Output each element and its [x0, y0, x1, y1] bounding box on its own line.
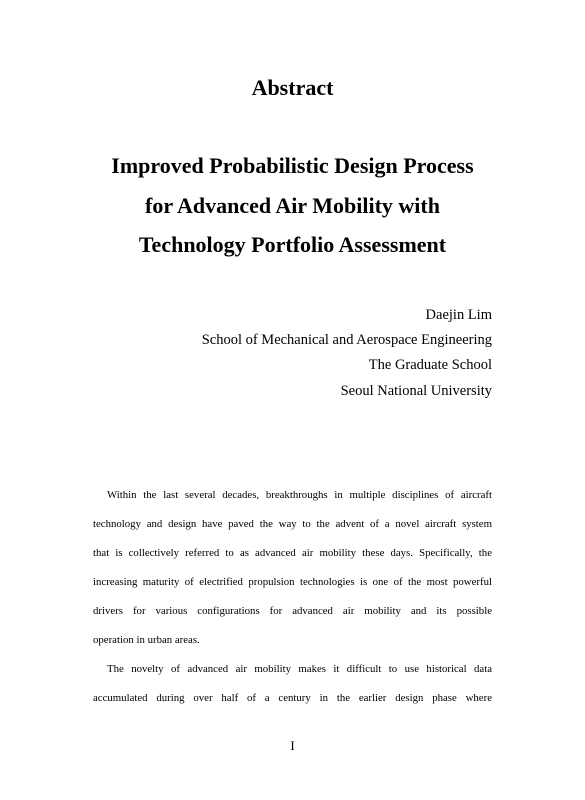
body-line: Within the last several decades, breakthroughs in multiple disciplines of aircraft: [107, 489, 492, 501]
author-university: Seoul National University: [340, 383, 492, 399]
body-line: increasing maturity of electrified propulsion technologies is one of the most powerful: [93, 576, 492, 588]
author-department: School of Mechanical and Aerospace Engineering: [201, 332, 492, 348]
body-line: operation in urban areas.: [93, 634, 200, 646]
body-line: accumulated during over half of a century in the earlier design phase where: [93, 692, 492, 704]
abstract-heading: Abstract: [251, 75, 334, 100]
page-number: I: [290, 738, 295, 753]
body-line: that is collectively referred to as advanced air mobility these days. Specifically, the: [93, 547, 492, 559]
body-line: technology and design have paved the way to the advent of a novel aircraft system: [93, 518, 492, 530]
title-line: Improved Probabilistic Design Process: [111, 153, 474, 178]
title-line: Technology Portfolio Assessment: [138, 232, 447, 257]
body-line: drivers for various configurations for advanced air mobility and its possible: [93, 605, 492, 617]
author-school: The Graduate School: [368, 357, 492, 373]
author-name: Daejin Lim: [425, 307, 492, 323]
title-line: for Advanced Air Mobility with: [145, 193, 440, 218]
body-line: The novelty of advanced air mobility makes it difficult to use historical data: [107, 663, 492, 675]
